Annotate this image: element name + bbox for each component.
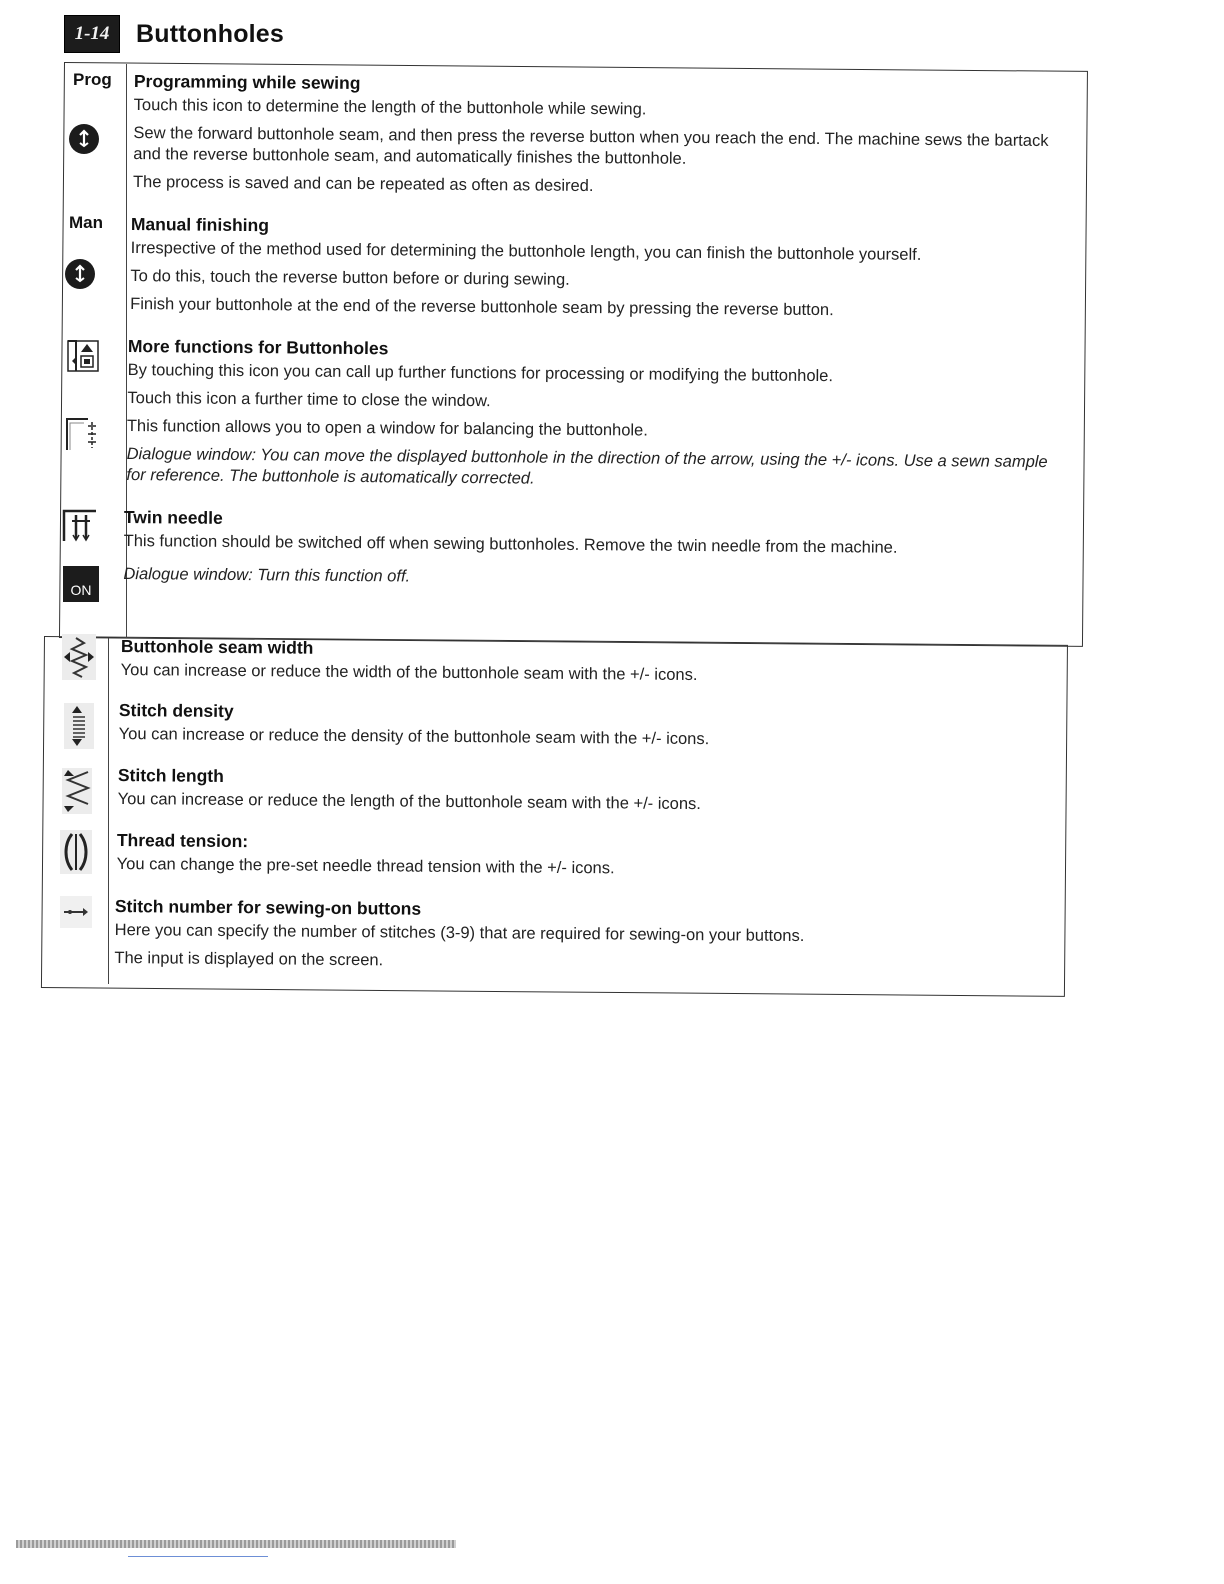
section-text: By touching this icon you can call up further functions for processing or modifying the buttonhole. bbox=[127, 360, 834, 386]
section-text: This function should be switched off when sewing buttonholes. Remove the twin needle from the machine. bbox=[123, 531, 898, 557]
section-programming bbox=[133, 70, 1074, 201]
section-text: Sew the forward buttonhole seam, and then press the reverse button when you reach the end. The machine sews the bartack and the reverse buttonhole seam, and automatically finishes the buttonhole. bbox=[133, 123, 1049, 168]
section-heading: Stitch number for sewing-on buttons bbox=[114, 895, 422, 919]
section-heading: Twin needle bbox=[123, 506, 223, 528]
section-text: The input is displayed on the screen. bbox=[114, 948, 384, 970]
twin-needle-icon[interactable] bbox=[62, 507, 98, 543]
section-text: This function allows you to open a window for balancing the buttonhole. bbox=[126, 416, 648, 440]
lower-column-divider bbox=[108, 638, 109, 984]
reverse-arrow-icon bbox=[75, 129, 93, 149]
reverse-button-prog-icon[interactable] bbox=[69, 124, 99, 154]
on-toggle-button[interactable] bbox=[63, 566, 99, 602]
section-text: Irrespective of the method used for determining the buttonhole length, you can finish the buttonhole yourself. bbox=[130, 238, 922, 264]
balance-icon[interactable] bbox=[64, 416, 98, 452]
reverse-button-man-icon[interactable] bbox=[65, 259, 95, 289]
section-stitch-number bbox=[114, 895, 1045, 977]
section-text: You can increase or reduce the length of the buttonhole seam with the +/- icons. bbox=[117, 789, 701, 814]
section-text: Finish your buttonhole at the end of the reverse buttonhole seam by pressing the reverse button. bbox=[130, 294, 834, 320]
prog-label: Prog bbox=[73, 70, 112, 89]
stitch-length-icon[interactable] bbox=[62, 768, 92, 814]
section-text: The process is saved and can be repeated as often as desired. bbox=[132, 172, 594, 196]
section-twin-needle bbox=[123, 506, 1064, 593]
section-heading: Stitch length bbox=[117, 764, 224, 786]
page-header bbox=[64, 14, 284, 54]
section-text: Here you can specify the number of stitches (3-9) that are required for sewing-on your buttons. bbox=[114, 920, 805, 946]
stitch-number-icon[interactable] bbox=[60, 896, 92, 928]
section-stitch-density bbox=[119, 699, 1049, 753]
reverse-arrow-icon bbox=[71, 264, 89, 284]
section-text: Touch this icon to determine the length of the buttonhole while sewing. bbox=[133, 95, 647, 119]
section-heading: Buttonhole seam width bbox=[120, 635, 314, 658]
footer-bar bbox=[16, 1540, 456, 1548]
section-text: To do this, touch the reverse button before or during sewing. bbox=[130, 266, 570, 289]
section-more-functions bbox=[127, 335, 1068, 417]
on-label: ON bbox=[70, 582, 92, 598]
page-title: Buttonholes bbox=[136, 19, 285, 48]
seam-width-icon[interactable] bbox=[62, 634, 96, 680]
section-text-dialogue: Dialogue window: You can move the displayed buttonhole in the direction of the arrow, using the +/- icons. Use a sewn sample for reference. The buttonhole is automatically corrected. bbox=[126, 444, 1048, 488]
section-seam-width bbox=[121, 635, 1051, 689]
section-heading: Programming while sewing bbox=[133, 70, 361, 93]
section-text: You can increase or reduce the density of the buttonhole seam with the +/- icons. bbox=[118, 724, 710, 749]
footer-line bbox=[128, 1556, 268, 1557]
section-text-dialogue: Dialogue window: Turn this function off. bbox=[123, 564, 411, 586]
section-balance bbox=[126, 413, 1069, 494]
chapter-badge: 1-14 bbox=[64, 15, 120, 53]
thread-tension-icon[interactable] bbox=[60, 830, 92, 874]
man-label: Man bbox=[69, 213, 103, 232]
section-text: You can increase or reduce the width of the buttonhole seam with the +/- icons. bbox=[120, 660, 698, 685]
section-heading: Manual finishing bbox=[130, 213, 270, 236]
section-heading: Stitch density bbox=[118, 699, 234, 722]
section-thread-tension bbox=[117, 829, 1047, 883]
section-stitch-length bbox=[118, 764, 1048, 818]
more-functions-icon[interactable] bbox=[66, 339, 100, 373]
section-heading: Thread tension: bbox=[116, 829, 249, 852]
section-manual-finishing bbox=[130, 213, 1071, 323]
section-text: Touch this icon a further time to close the window. bbox=[127, 388, 491, 411]
section-text: You can change the pre-set needle thread tension with the +/- icons. bbox=[116, 854, 615, 878]
section-heading: More functions for Buttonholes bbox=[127, 335, 389, 359]
stitch-density-icon[interactable] bbox=[64, 703, 94, 749]
